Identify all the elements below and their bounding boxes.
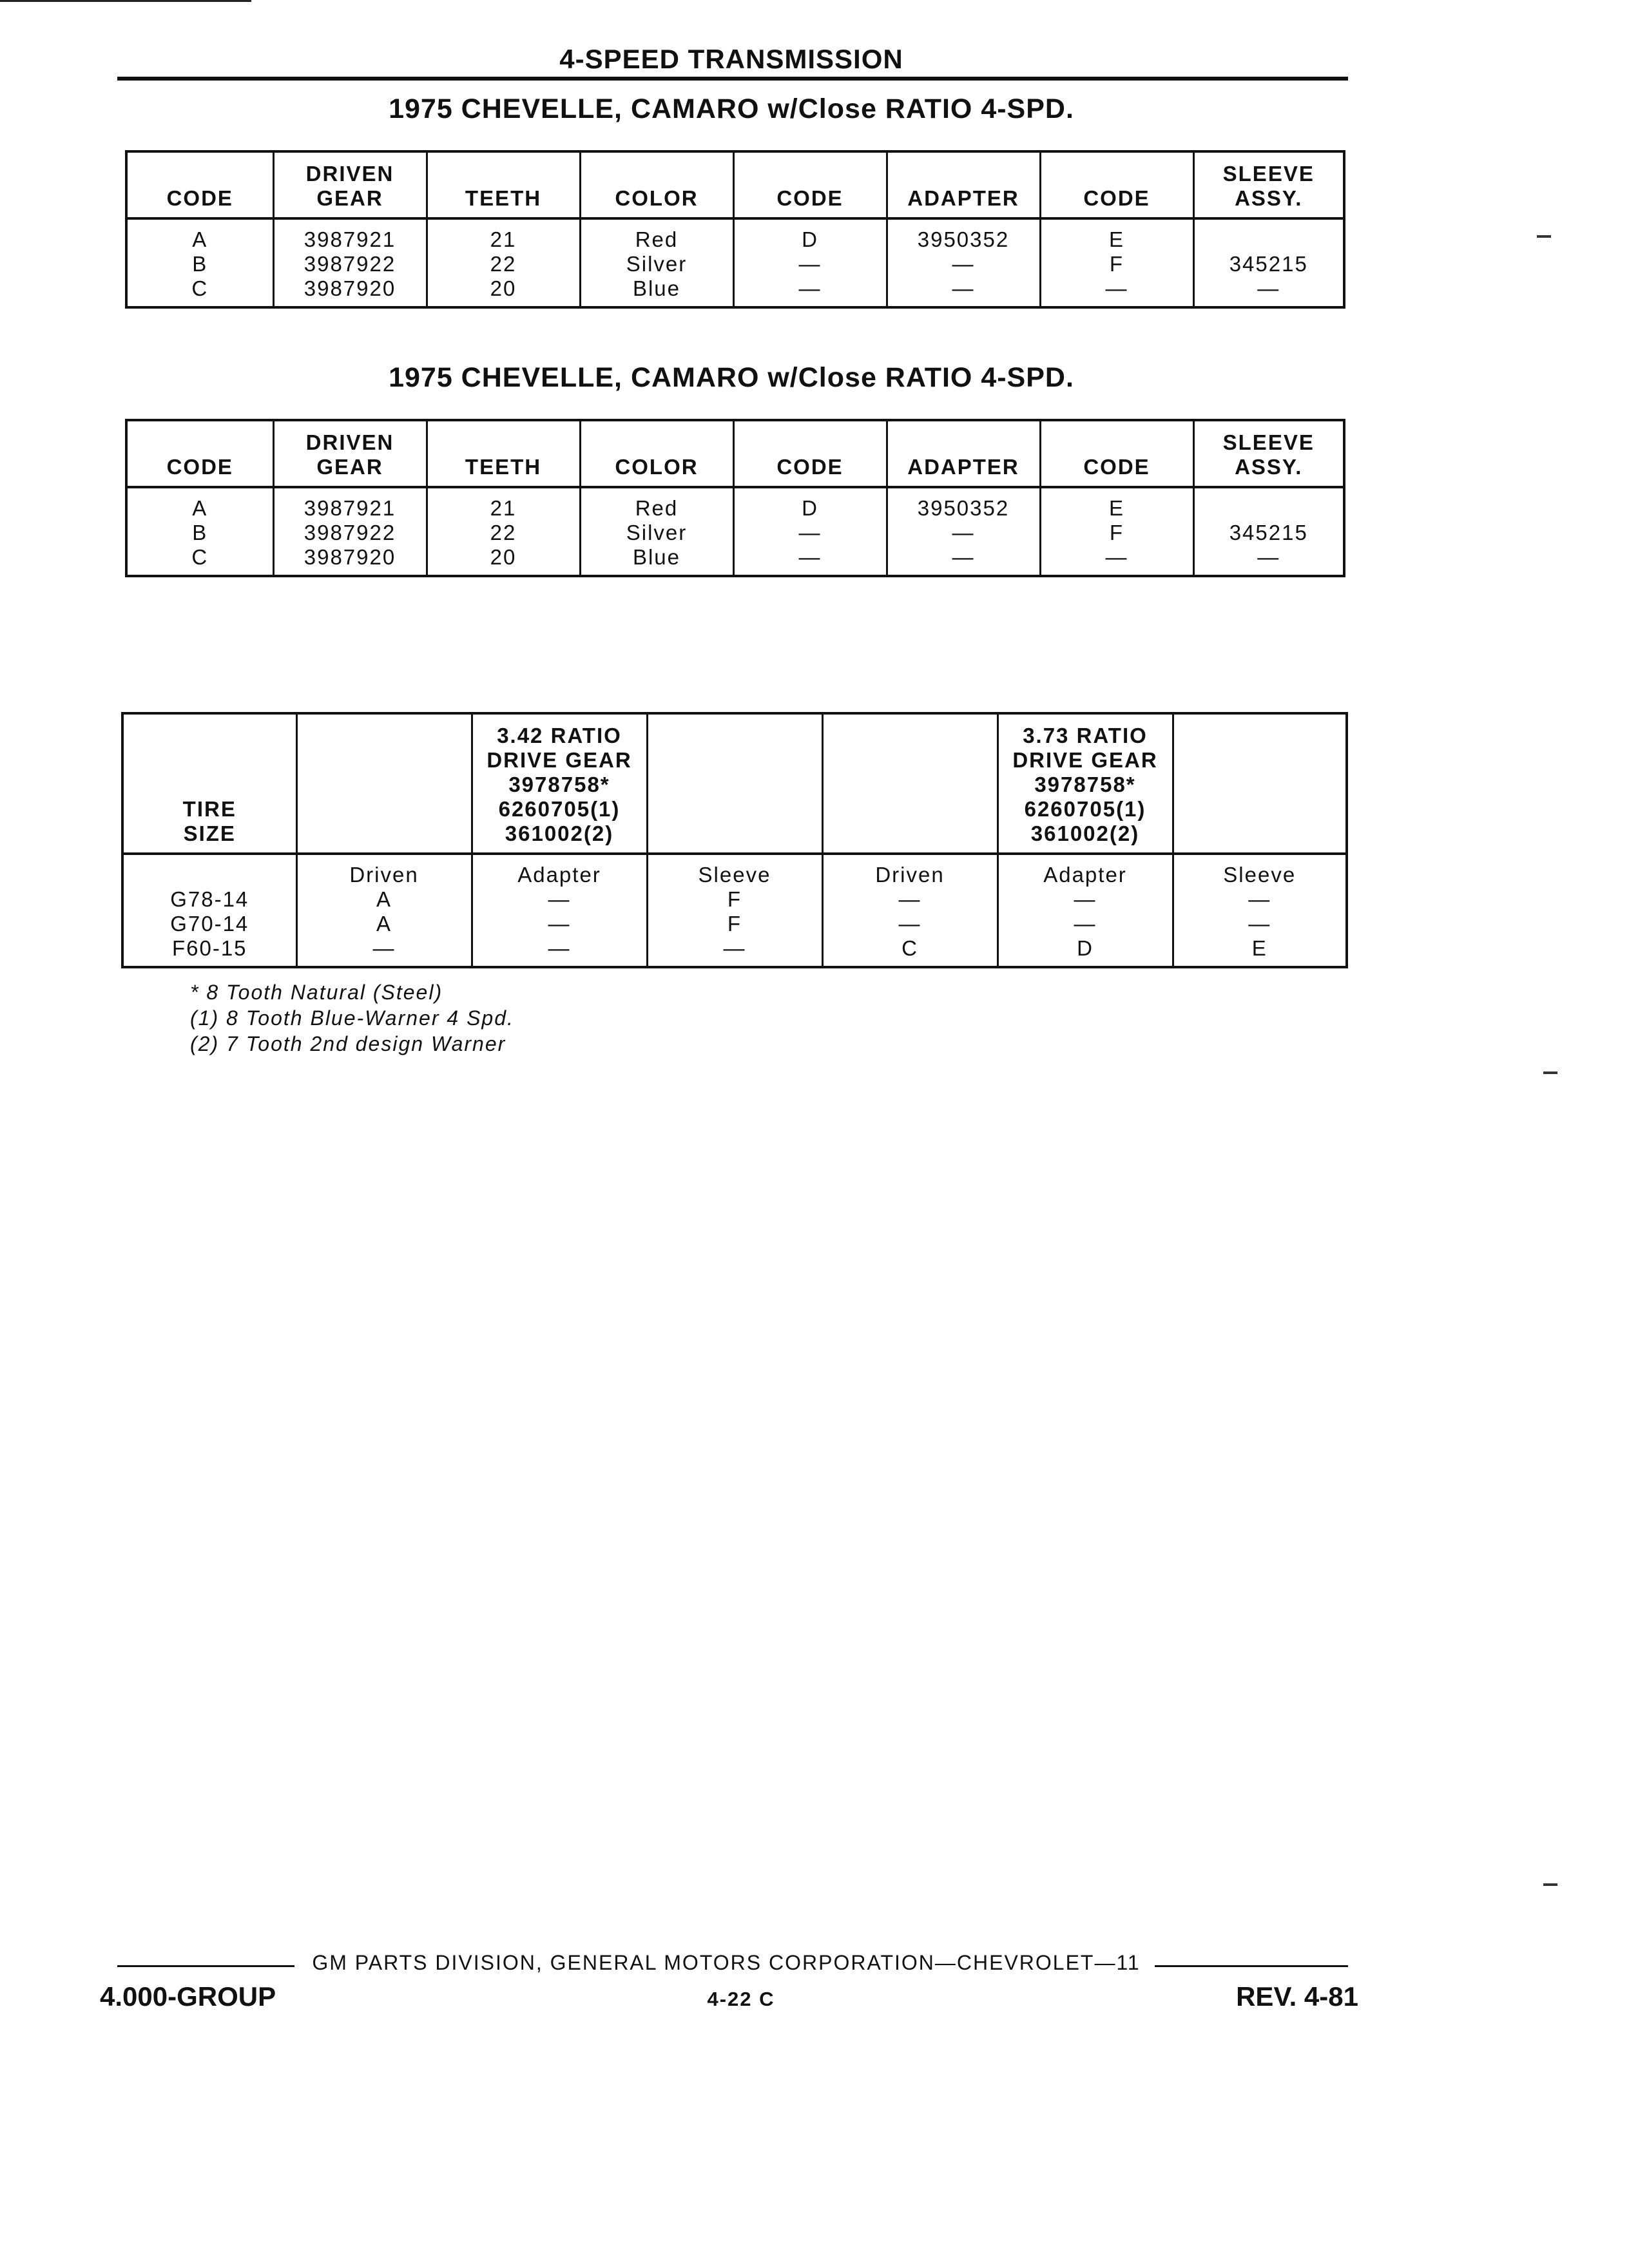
table-cell: 20 (427, 545, 580, 576)
table-cell: C (126, 545, 273, 576)
table-cell: 3987922 (273, 521, 427, 545)
table-cell: 21 (427, 487, 580, 521)
table-cell: B (126, 521, 273, 545)
table-cell: — (887, 521, 1040, 545)
table-cell: G78-14 (122, 887, 296, 912)
footnote-2: (2) 7 Tooth 2nd design Warner (190, 1032, 506, 1055)
footnote-1: (1) 8 Tooth Blue-Warner 4 Spd. (190, 1006, 514, 1030)
table-cell: 3987922 (273, 252, 427, 276)
table-row (126, 545, 1344, 576)
table3-header-373-ratio: 3.73 RATIO DRIVE GEAR 3978758* 6260705(1) 361002(2) (998, 713, 1173, 854)
table-cell (1193, 218, 1344, 252)
table-cell: 345215 (1193, 521, 1344, 545)
table-row (126, 487, 1344, 521)
table1-header-sleeve-assy: SLEEVE ASSY. (1193, 151, 1344, 218)
table-row (126, 218, 1344, 252)
table3-subheader-adapter: Adapter (472, 854, 647, 887)
table-cell: — (733, 252, 887, 276)
table1-header-color: COLOR (580, 151, 733, 218)
table-row (126, 252, 1344, 276)
table3-header-blank-2 (647, 713, 822, 854)
table-row (122, 912, 1347, 936)
table-cell: A (296, 887, 472, 912)
table1-header-teeth: TEETH (427, 151, 580, 218)
table-cell: D (733, 487, 887, 521)
margin-mark (1543, 1883, 1557, 1886)
table-cell: F (647, 887, 822, 912)
table-cell: A (126, 218, 273, 252)
footer-page-ref: 4-22 C (707, 1988, 775, 2010)
table-cell: Blue (580, 276, 733, 307)
table-cell: A (296, 912, 472, 936)
table-cell: — (998, 887, 1173, 912)
table-cell: — (998, 912, 1173, 936)
table-cell: G70-14 (122, 912, 296, 936)
table1-header-code: CODE (126, 151, 273, 218)
table-cell (122, 854, 296, 887)
table3-subheader-row (122, 854, 1347, 887)
table-cell: — (822, 912, 998, 936)
table-cell: — (472, 887, 647, 912)
table-cell: 3950352 (887, 487, 1040, 521)
table3-subheader-driven-2: Driven (822, 854, 998, 887)
table3-subheader-sleeve: Sleeve (647, 854, 822, 887)
table-cell: 3987920 (273, 545, 427, 576)
table-cell: F60-15 (122, 936, 296, 967)
table2-title: 1975 CHEVELLE, CAMARO w/Close RATIO 4-SPD. (389, 362, 1074, 393)
table-cell: — (1173, 887, 1347, 912)
table-cell: Red (580, 218, 733, 252)
table1-header-adapter: ADAPTER (887, 151, 1040, 218)
table-cell: — (733, 545, 887, 576)
table2-header-code-3: CODE (1040, 420, 1193, 487)
table-cell: Silver (580, 521, 733, 545)
table3-subheader-sleeve-2: Sleeve (1173, 854, 1347, 887)
table-row (122, 936, 1347, 967)
table3-header-row (122, 713, 1347, 854)
footer-text: GM PARTS DIVISION, GENERAL MOTORS CORPORATION—CHEVROLET—11 (312, 1951, 1141, 1974)
table-cell: — (887, 276, 1040, 307)
footer-rule-right (1155, 1965, 1348, 1967)
table1 (125, 150, 1345, 309)
table-cell: E (1173, 936, 1347, 967)
footer-group: 4.000-GROUP (100, 1981, 276, 2012)
table-cell: Red (580, 487, 733, 521)
table-cell: 3987921 (273, 218, 427, 252)
table-cell: 22 (427, 521, 580, 545)
table-cell: C (822, 936, 998, 967)
table-cell: — (733, 276, 887, 307)
table-cell: E (1040, 218, 1193, 252)
table3-header-tire-size: TIRE SIZE (122, 713, 296, 854)
table-cell: — (296, 936, 472, 967)
table-cell: 21 (427, 218, 580, 252)
table3-header-blank-1 (296, 713, 472, 854)
table2-header-code: CODE (126, 420, 273, 487)
table-cell: — (472, 912, 647, 936)
table-cell: — (1040, 276, 1193, 307)
table-cell: 3987920 (273, 276, 427, 307)
margin-mark (1537, 235, 1551, 238)
table-cell: — (733, 521, 887, 545)
table-cell: F (647, 912, 822, 936)
table2-header-adapter: ADAPTER (887, 420, 1040, 487)
table-cell: — (647, 936, 822, 967)
page-title: 4-SPEED TRANSMISSION (559, 44, 903, 74)
table1-header-code-3: CODE (1040, 151, 1193, 218)
table3-tire-ratio (121, 712, 1348, 968)
top-left-rule (0, 0, 251, 2)
table-cell: — (822, 887, 998, 912)
table1-header-row (126, 151, 1344, 218)
table-cell: 22 (427, 252, 580, 276)
table-cell: — (887, 252, 1040, 276)
table2-header-teeth: TEETH (427, 420, 580, 487)
table-cell: — (887, 545, 1040, 576)
table-cell: E (1040, 487, 1193, 521)
footer-revision: REV. 4-81 (1236, 1981, 1358, 2012)
table2 (125, 419, 1345, 577)
table-cell: D (733, 218, 887, 252)
table-cell: 3950352 (887, 218, 1040, 252)
table-cell: — (472, 936, 647, 967)
table-cell: 345215 (1193, 252, 1344, 276)
table3-header-342-ratio: 3.42 RATIO DRIVE GEAR 3978758* 6260705(1) 361002(2) (472, 713, 647, 854)
table2-header-code-2: CODE (733, 420, 887, 487)
table2-header-sleeve-assy: SLEEVE ASSY. (1193, 420, 1344, 487)
table3-subheader-driven: Driven (296, 854, 472, 887)
footnotes (190, 979, 514, 1057)
table-row (126, 521, 1344, 545)
table3-subheader-adapter-2: Adapter (998, 854, 1173, 887)
table-row (126, 276, 1344, 307)
table-cell: — (1193, 545, 1344, 576)
table2-header-row (126, 420, 1344, 487)
table-cell: F (1040, 521, 1193, 545)
table-cell: B (126, 252, 273, 276)
margin-mark (1543, 1072, 1557, 1074)
table3-header-blank-4 (1173, 713, 1347, 854)
table-cell: 3987921 (273, 487, 427, 521)
table2-header-color: COLOR (580, 420, 733, 487)
table-row (122, 887, 1347, 912)
table-cell: — (1040, 545, 1193, 576)
table-cell: Silver (580, 252, 733, 276)
table-cell: Blue (580, 545, 733, 576)
table-cell: — (1193, 276, 1344, 307)
table-cell: — (1173, 912, 1347, 936)
table2-header-driven-gear: DRIVEN GEAR (273, 420, 427, 487)
table-cell: C (126, 276, 273, 307)
table-cell: F (1040, 252, 1193, 276)
table1-header-code-2: CODE (733, 151, 887, 218)
table1-header-driven-gear: DRIVEN GEAR (273, 151, 427, 218)
table-cell: D (998, 936, 1173, 967)
table1-title: 1975 CHEVELLE, CAMARO w/Close RATIO 4-SPD. (389, 93, 1074, 124)
footnote-asterisk: * 8 Tooth Natural (Steel) (190, 981, 443, 1004)
title-rule (117, 77, 1348, 81)
table-cell: A (126, 487, 273, 521)
table-cell: 20 (427, 276, 580, 307)
table-cell (1193, 487, 1344, 521)
footer-rule-left (117, 1965, 294, 1967)
table3-header-blank-3 (822, 713, 998, 854)
footer-line (117, 1951, 1348, 1977)
